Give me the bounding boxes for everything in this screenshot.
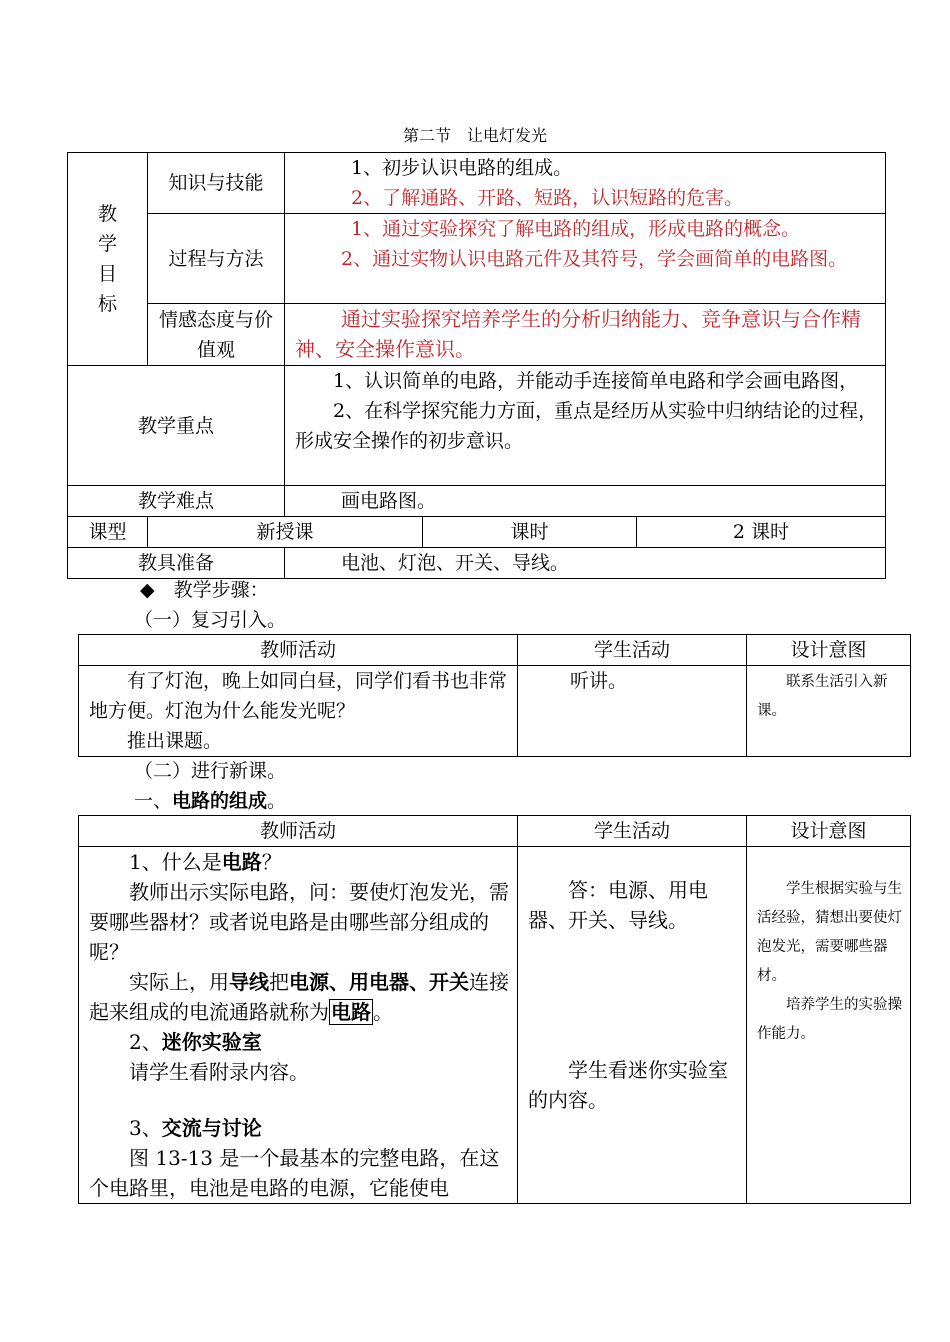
intro-intent-text: 联系生活引入新课。 bbox=[757, 674, 888, 719]
goal-label-attitude: 情感态度与价值观 bbox=[148, 304, 285, 366]
difficulty-content: 画电路图。 bbox=[285, 486, 886, 517]
page-title: 第二节 让电灯发光 bbox=[402, 126, 547, 145]
goals-label: 教学目标 bbox=[97, 203, 117, 315]
goal-line: 1、初步认识电路的组成。 bbox=[351, 157, 573, 179]
question-1: 1、什么是电路？ bbox=[129, 850, 282, 874]
steps-heading: ◆ 教学步骤： bbox=[140, 579, 269, 601]
intro-teacher-text: 推出课题。 bbox=[127, 730, 223, 752]
difficulty-label: 教学难点 bbox=[68, 486, 285, 517]
lesson-type-value: 新授课 bbox=[148, 517, 423, 548]
header-intent: 设计意图 bbox=[747, 635, 911, 666]
key-point-line: 2、在科学探究能力方面，重点是经历从实验中归纳结论的过程，形成安全操作的初步意识。 bbox=[295, 400, 878, 452]
goal-content-knowledge bbox=[285, 153, 886, 214]
question-2: 2、迷你实验室 bbox=[129, 1030, 262, 1054]
materials-content: 电池、灯泡、开关、导线。 bbox=[285, 548, 886, 579]
intro-student-text: 听讲。 bbox=[570, 670, 628, 692]
goals-label-cell bbox=[68, 153, 148, 366]
key-points-label: 教学重点 bbox=[68, 366, 285, 486]
goal-line: 通过实验探究培养学生的分析归纳能力、竞争意识与合作精神、安全操作意识。 bbox=[295, 307, 861, 361]
student-answer: 答：电源、用电器、开关、导线。 bbox=[528, 878, 708, 932]
materials-label: 教具准备 bbox=[68, 548, 285, 579]
lesson-teacher-cell bbox=[79, 847, 518, 1204]
intro-teacher-text: 有了灯泡，晚上如同白昼，同学们看书也非常地方便。灯泡为什么能发光呢？ bbox=[89, 670, 508, 722]
student-answer: 学生看迷你实验室的内容。 bbox=[528, 1058, 728, 1112]
question-3: 3、交流与讨论 bbox=[129, 1116, 262, 1140]
key-point-line: 1、认识简单的电路，并能动手连接简单电路和学会画电路图， bbox=[333, 370, 859, 392]
header-student: 学生活动 bbox=[518, 816, 747, 847]
goal-line: 2、了解通路、开路、短路，认识短路的危害。 bbox=[351, 187, 744, 209]
subheading-suffix: 。 bbox=[267, 790, 287, 812]
goal-line: 2、通过实物认识电路元件及其符号，学会画简单的电路图。 bbox=[341, 248, 848, 270]
lesson-student-cell bbox=[518, 847, 747, 1204]
teacher-paragraph: 实际上，用导线把电源、用电器、开关连接起来组成的电流通路就称为 电路 。 bbox=[89, 970, 509, 1024]
section2-subheading bbox=[134, 786, 286, 816]
section1-heading: （一）复习引入。 bbox=[134, 609, 287, 631]
goal-label-process: 过程与方法 bbox=[148, 214, 285, 304]
lesson-intent-cell bbox=[747, 847, 911, 1204]
header-teacher: 教师活动 bbox=[79, 635, 518, 666]
intro-teacher-cell bbox=[79, 666, 518, 757]
intent-text: 学生根据实验与生活经验，猜想出要使灯泡发光，需要哪些器材。 bbox=[757, 881, 902, 984]
goal-content-process bbox=[285, 214, 886, 304]
teacher-paragraph: 教师出示实际电路，问：要使灯泡发光，需要哪些器材？或者说电路是由哪些部分组成的呢？ bbox=[89, 880, 509, 964]
goal-content-attitude bbox=[285, 304, 886, 366]
objectives-table bbox=[67, 152, 886, 579]
hours-value: 2 课时 bbox=[637, 517, 886, 548]
intent-text: 培养学生的实验操作能力。 bbox=[757, 997, 902, 1042]
section2-heading: （二）进行新课。 bbox=[134, 760, 287, 782]
intro-intent-cell bbox=[747, 666, 911, 757]
header-student: 学生活动 bbox=[518, 635, 747, 666]
boxed-term: 电路 bbox=[331, 1000, 371, 1024]
goal-line: 1、通过实验探究了解电路的组成，形成电路的概念。 bbox=[351, 218, 801, 240]
teacher-paragraph: 图 13-13 是一个最基本的完整电路，在这个电路里，电池是电路的电源，它能使电 bbox=[89, 1146, 500, 1200]
spacer bbox=[89, 1087, 509, 1113]
intro-student-cell bbox=[518, 666, 747, 757]
teacher-paragraph: 请学生看附录内容。 bbox=[129, 1060, 309, 1084]
hours-label: 课时 bbox=[423, 517, 637, 548]
key-points-content bbox=[285, 366, 886, 486]
header-intent: 设计意图 bbox=[747, 816, 911, 847]
subheading-bold: 电路的组成 bbox=[172, 790, 268, 812]
header-teacher: 教师活动 bbox=[79, 816, 518, 847]
lesson-table bbox=[78, 815, 911, 1204]
intro-table bbox=[78, 634, 911, 757]
goal-label-knowledge: 知识与技能 bbox=[148, 153, 285, 214]
spacer bbox=[528, 935, 738, 1055]
subheading-prefix: 一、 bbox=[134, 790, 173, 812]
lesson-type-label: 课型 bbox=[68, 517, 148, 548]
